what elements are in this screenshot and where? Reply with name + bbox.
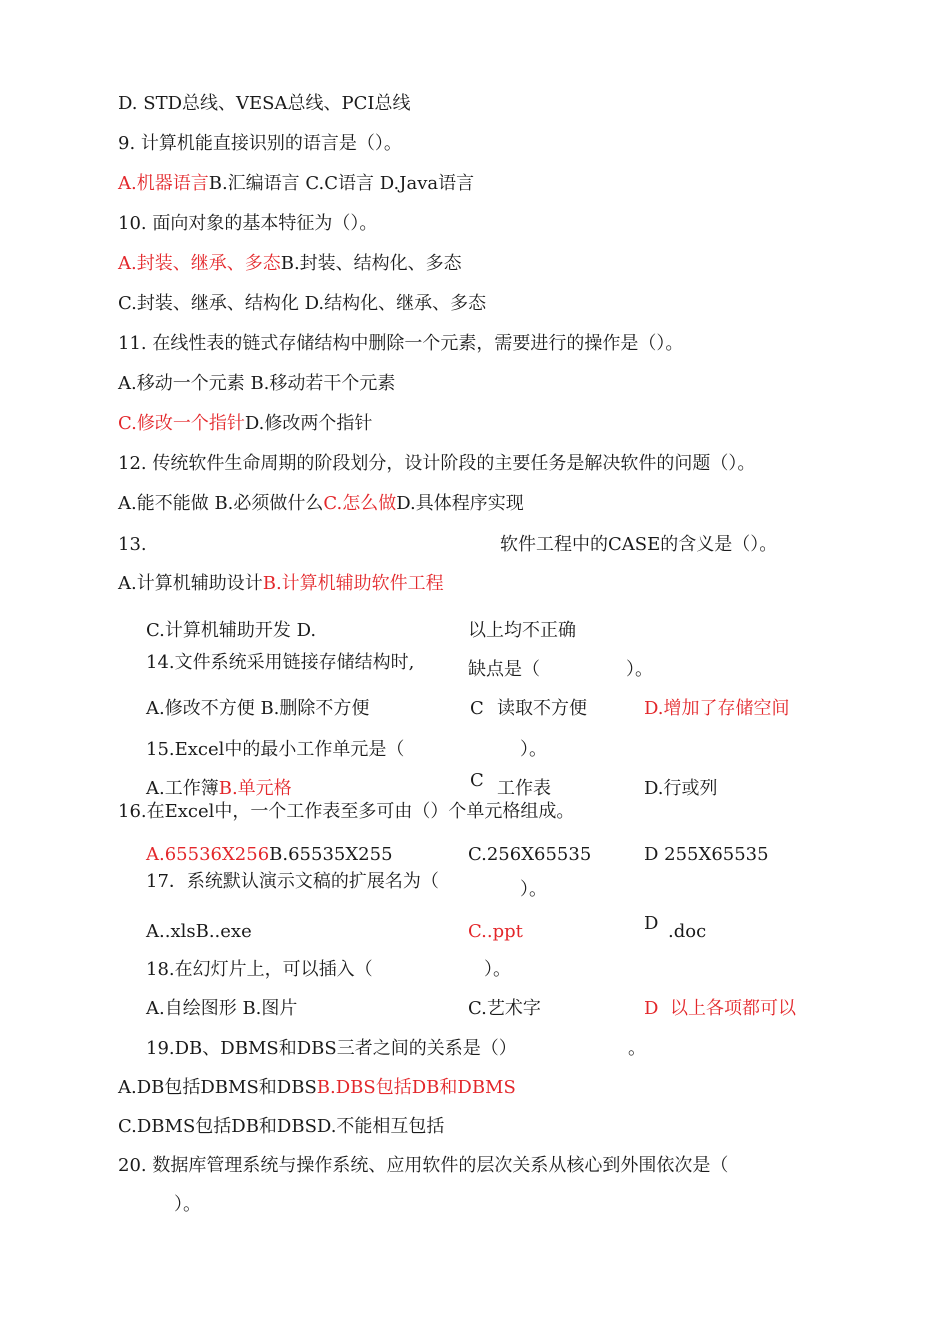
q19-stem-end: 。 bbox=[628, 1038, 646, 1059]
q15-stem: 15.Excel中的最小工作单元是（ bbox=[146, 739, 405, 760]
q16-answer: A.65536X256 bbox=[146, 844, 270, 865]
q19-options-line1 bbox=[118, 1076, 516, 1100]
q15-option-c: 工作表 bbox=[497, 778, 551, 799]
q17-stem-end: ）。 bbox=[520, 879, 547, 900]
q13-options-line1 bbox=[118, 572, 444, 596]
q20-stem: 20. 数据库管理系统与操作系统、应用软件的层次关系从核心到外围依次是（ bbox=[118, 1155, 729, 1176]
q14-option-c: 读取不方便 bbox=[497, 698, 587, 719]
q16-option-d: D 255X65535 bbox=[644, 844, 769, 865]
q10-options-line2: C.封装、继承、结构化 D.结构化、继承、多态 bbox=[118, 293, 487, 314]
q16-option-c: C.256X65535 bbox=[468, 844, 592, 865]
q13-option-d-text: 以上均不正确 bbox=[468, 620, 576, 641]
q14-answer: D.增加了存储空间 bbox=[644, 698, 790, 719]
q12-stem: 12. 传统软件生命周期的阶段划分，设计阶段的主要任务是解决软件的问题（）。 bbox=[118, 453, 756, 474]
q13-option-a: A.计算机辅助设计 bbox=[118, 573, 263, 594]
q18-stem-end: ）。 bbox=[484, 959, 511, 980]
q17-option-d: .doc bbox=[668, 921, 707, 942]
q16-stem: 16.在Excel中，一个工作表至多可由（）个单元格组成。 bbox=[118, 801, 575, 822]
q9-options bbox=[118, 172, 474, 196]
q17-stem: 17．系统默认演示文稿的扩展名为（ bbox=[146, 871, 439, 892]
q9-answer: A.机器语言 bbox=[118, 173, 209, 194]
q15-stem-end: ）。 bbox=[520, 739, 547, 760]
q13-answer: B.计算机辅助软件工程 bbox=[262, 573, 444, 594]
q11-option-d: D.修改两个指针 bbox=[244, 413, 373, 434]
q14-stem-right: 缺点是（ bbox=[468, 659, 540, 680]
q19-options-line2: C.DBMS包括DB和DBSD.不能相互包括 bbox=[118, 1116, 445, 1137]
q16-option-b: B.65535X255 bbox=[269, 844, 393, 865]
q12-option-d: D.具体程序实现 bbox=[396, 493, 524, 514]
q17-option-d-letter: D bbox=[644, 913, 659, 934]
q8-option-d: D. STD总线、VESA总线、PCI总线 bbox=[118, 93, 411, 114]
q11-options-line1: A.移动一个元素 B.移动若干个元素 bbox=[118, 373, 396, 394]
q13-stem: 软件工程中的CASE的含义是（）。 bbox=[500, 534, 778, 555]
q18-options-ab: A.自绘图形 B.图片 bbox=[146, 998, 298, 1019]
q15-answer: B.单元格 bbox=[218, 778, 292, 799]
q11-stem: 11. 在线性表的链式存储结构中删除一个元素，需要进行的操作是（）。 bbox=[118, 333, 684, 354]
q10-option-b: B.封装、结构化、多态 bbox=[280, 253, 462, 274]
q14-stem-left: 14.文件系统采用链接存储结构时, bbox=[146, 652, 415, 671]
q19-answer: B.DBS包括DB和DBMS bbox=[316, 1077, 516, 1098]
q10-answer: A.封装、继承、多态 bbox=[118, 253, 281, 274]
q18-answer: 以上各项都可以 bbox=[670, 998, 796, 1019]
q13-options-cd: C.计算机辅助开发 D. bbox=[146, 620, 317, 641]
q17-options-ab: A..xlsB..exe bbox=[146, 921, 252, 942]
q20-stem-end: ）。 bbox=[174, 1194, 201, 1215]
q14-stem-end: ）。 bbox=[626, 659, 653, 680]
q17-answer: C..ppt bbox=[468, 921, 523, 942]
q10-options-line1 bbox=[118, 252, 462, 276]
q15-option-d: D.行或列 bbox=[644, 778, 718, 799]
q18-stem: 18.在幻灯片上，可以插入（ bbox=[146, 959, 373, 980]
q12-options bbox=[118, 492, 524, 516]
q18-answer-letter: D bbox=[644, 998, 659, 1019]
q19-stem: 19.DB、DBMS和DBS三者之间的关系是（） bbox=[146, 1038, 517, 1059]
q10-stem: 10. 面向对象的基本特征为（）。 bbox=[118, 213, 378, 234]
q15-options-ab bbox=[146, 777, 292, 801]
q9-stem: 9. 计算机能直接识别的语言是（）。 bbox=[118, 133, 402, 154]
q14-options-ab: A.修改不方便 B.删除不方便 bbox=[146, 698, 370, 719]
q12-answer: C.怎么做 bbox=[323, 493, 397, 514]
q16-options-ab bbox=[146, 843, 393, 867]
q19-option-a: A.DB包括DBMS和DBS bbox=[118, 1077, 317, 1098]
q12-options-ab: A.能不能做 B.必须做什么 bbox=[118, 493, 324, 514]
q18-option-c: C.艺术字 bbox=[468, 998, 541, 1019]
q15-option-a: A.工作簿 bbox=[146, 778, 219, 799]
q11-answer: C.修改一个指针 bbox=[118, 413, 245, 434]
q14-option-c-letter: C bbox=[470, 698, 484, 719]
q9-other-options: B.汇编语言 C.C语言 D.Java语言 bbox=[208, 173, 475, 194]
q15-option-c-letter: C bbox=[470, 770, 484, 791]
q11-options-line2 bbox=[118, 412, 372, 436]
q13-number: 13. bbox=[118, 534, 147, 555]
